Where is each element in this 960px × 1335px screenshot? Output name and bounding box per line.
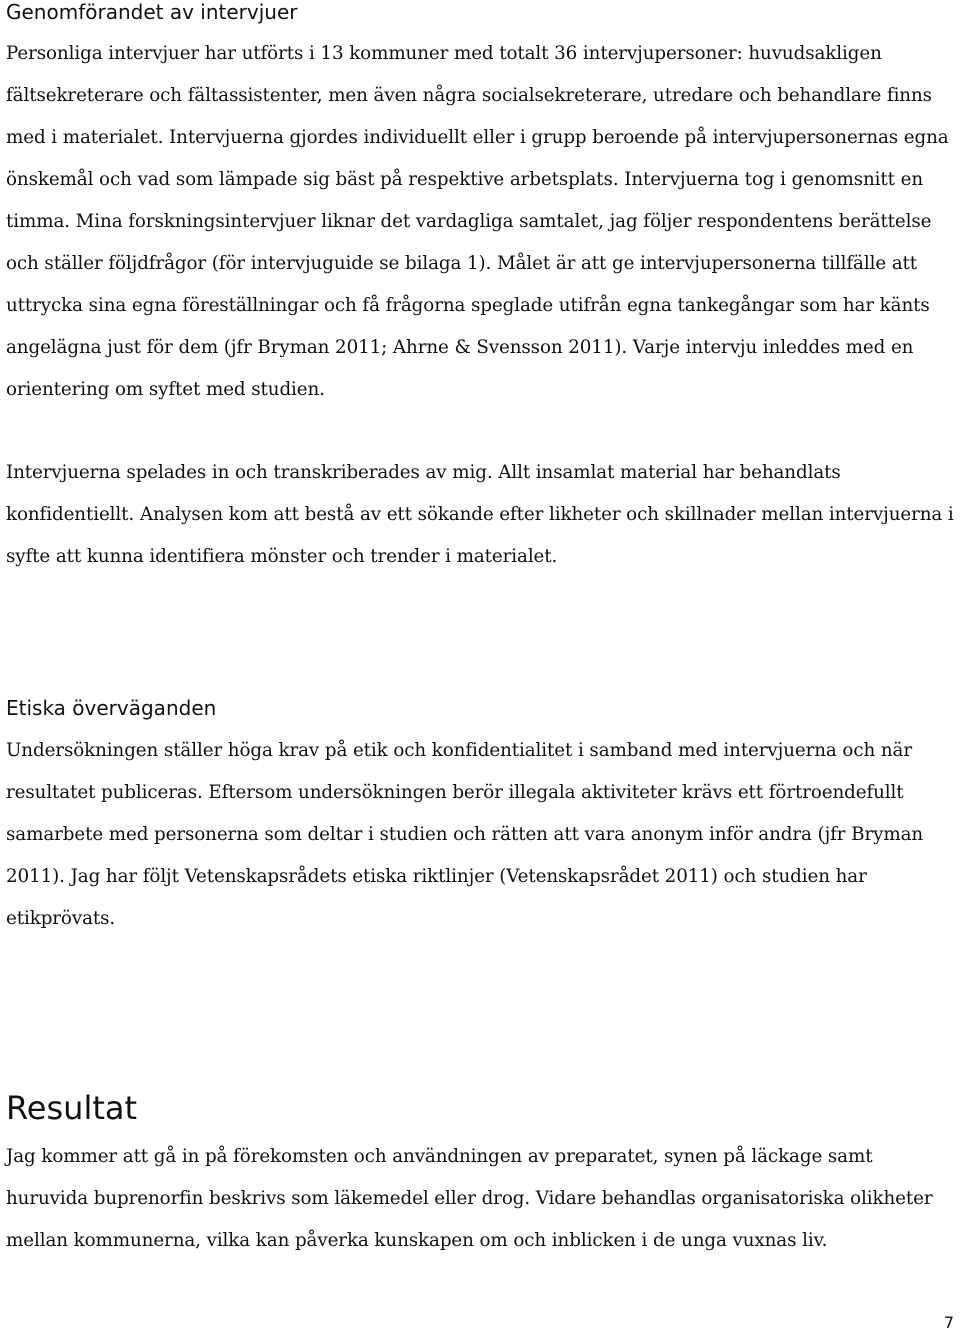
section-heading-ethics: Etiska överväganden — [6, 696, 217, 720]
section-heading-results: Resultat — [6, 1089, 138, 1127]
document-page — [6, 0, 954, 1262]
paragraph-interviews-2: Intervjuerna spelades in och transkriberades av mig. Allt insamlat material har behandlats konfidentiellt. Analysen kom att bestå av ett sökande efter likheter och skillnader mellan intervjuerna i syfte att kunna identifiera mönster och trender i materialet. — [6, 462, 954, 567]
paragraph-interviews-1: Personliga intervjuer har utförts i 13 kommuner med totalt 36 intervjupersoner: huvudsakligen fältsekreterare och fältassistenter, men även några socialsekreterare, utredare och behandlare finns med i materialet. Intervjuerna gjordes individuellt eller i grupp beroende på intervjupersonernas egna önskemål och vad som lämpade sig bäst på respektive arbetsplats. Intervjuerna tog i genomsnitt en timma. Mina forskningsintervjuer liknar det vardagliga samtalet, jag följer respondentens berättelse och ställer följdfrågor (för intervjuguide se bilaga 1). Målet är att ge intervjupersonerna tillfälle att uttrycka sina egna föreställningar och få frågorna speglade utifrån egna tankegångar som har känts angelägna just för dem (jfr Bryman 2011; Ahrne & Svensson 2011). Varje intervju inleddes med en orientering om syftet med studien. — [6, 43, 949, 400]
section-heading-interviews: Genomförandet av intervjuer — [6, 0, 298, 24]
paragraph-ethics: Undersökningen ställer höga krav på etik och konfidentialitet i samband med intervjuerna och när resultatet publiceras. Eftersom undersökningen berör illegala aktiviteter krävs ett förtroendefullt samarbete med personerna som deltar i studien och rätten att vara anonym inför andra (jfr Bryman 2011). Jag har följt Vetenskapsrådets etiska riktlinjer (Vetenskapsrådet 2011) och studien har etikprövats. — [6, 740, 924, 929]
paragraph-results: Jag kommer att gå in på förekomsten och användningen av preparatet, synen på läckage samt huruvida buprenorfin beskrivs som läkemedel eller drog. Vidare behandlas organisatoriska olikheter mellan kommunerna, vilka kan påverka kunskapen om och inblicken i de unga vuxnas liv. — [6, 1146, 933, 1251]
page-number: 7 — [943, 1313, 954, 1332]
